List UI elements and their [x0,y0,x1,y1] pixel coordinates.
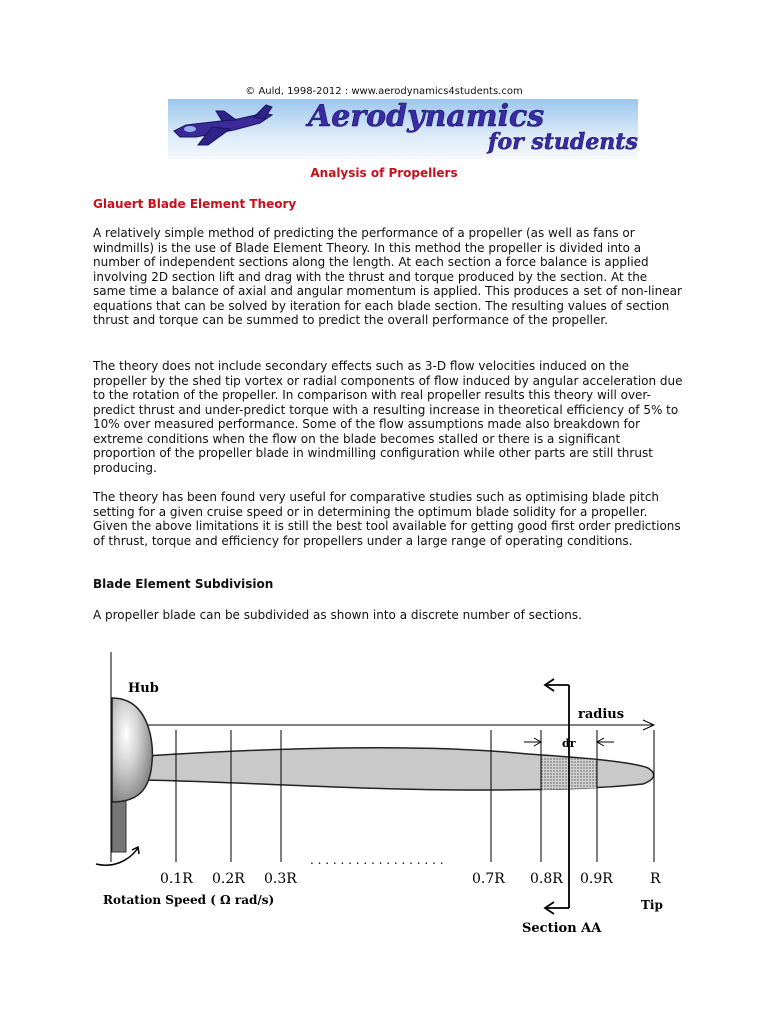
tick-0.9R: 0.9R [580,871,613,887]
copyright-notice: © Auld, 1998-2012 : www.aerodynamics4students.com [245,86,523,97]
hub [112,698,152,802]
tick-0.2R: 0.2R [212,871,245,887]
paragraph-2: The theory does not include secondary effects such as 3-D flow velocities induced on the propeller by the shed tip vortex or radial components of flow induced by angular acceleration due to the rotation of the propeller. In comparison with real propeller results this theory will over-predict thrust and under-predict torque with a resulting increase in theoretical efficiency of 5% to 10% over measured performance. Some of the flow assumptions made also breakdown for extreme conditions when the flow on the blade becomes stalled or there is a significant proportion of the propeller blade in windmilling configuration while other parts are still thrust producing. [93,359,683,475]
tick-0.1R: 0.1R [160,871,193,887]
label-section-aa: Section AA [522,921,602,936]
tick-R: R [650,871,661,887]
label-tip: Tip [641,898,663,912]
label-rotation-speed: Rotation Speed ( Ω rad/s) [103,893,275,907]
paragraph-4: A propeller blade can be subdivided as shown into a discrete number of sections. [93,608,582,622]
tick-0.8R: 0.8R [530,871,563,887]
label-dr: dr [562,737,576,750]
page-title: Analysis of Propellers [310,166,458,180]
paragraph-1: A relatively simple method of predicting the performance of a propeller (as well as fans or windmills) is the use of Blade Element Theory. In this method the propeller is divided into a number of independent sections along the length. At each section a force balance is applied involving 2D section lift and drag with the thrust and torque produced by the section. At the same time a balance of axial and angular momentum is applied. This produces a set of non-linear equations that can be solved by iteration for each blade section. The resulting values of section thrust and torque can be summed to predict the overall performance of the propeller. [93,226,682,327]
tick-dots: . . . . . . . . . . . . . . . . . . [310,853,444,867]
label-hub: Hub [128,681,159,696]
blade-element-diagram [88,650,678,945]
label-radius: radius [578,707,625,722]
tick-0.7R: 0.7R [472,871,505,887]
paragraph-3: The theory has been found very useful for comparative studies such as optimising blade pitch setting for a given cruise speed or in determining the optimum blade solidity for a propeller. Given the above limitations it is still the best tool available for getting good first order predictions of thrust, torque and efficiency for propellers under a large range of operating conditions. [93,490,681,548]
section-heading-subdivision: Blade Element Subdivision [93,577,274,591]
banner-subtitle: for students [488,129,638,155]
site-banner [168,99,638,159]
banner-title: Aerodynamics [308,99,545,134]
tick-0.3R: 0.3R [264,871,297,887]
hub-shaft [112,800,126,852]
section-heading-glauert: Glauert Blade Element Theory [93,197,297,211]
